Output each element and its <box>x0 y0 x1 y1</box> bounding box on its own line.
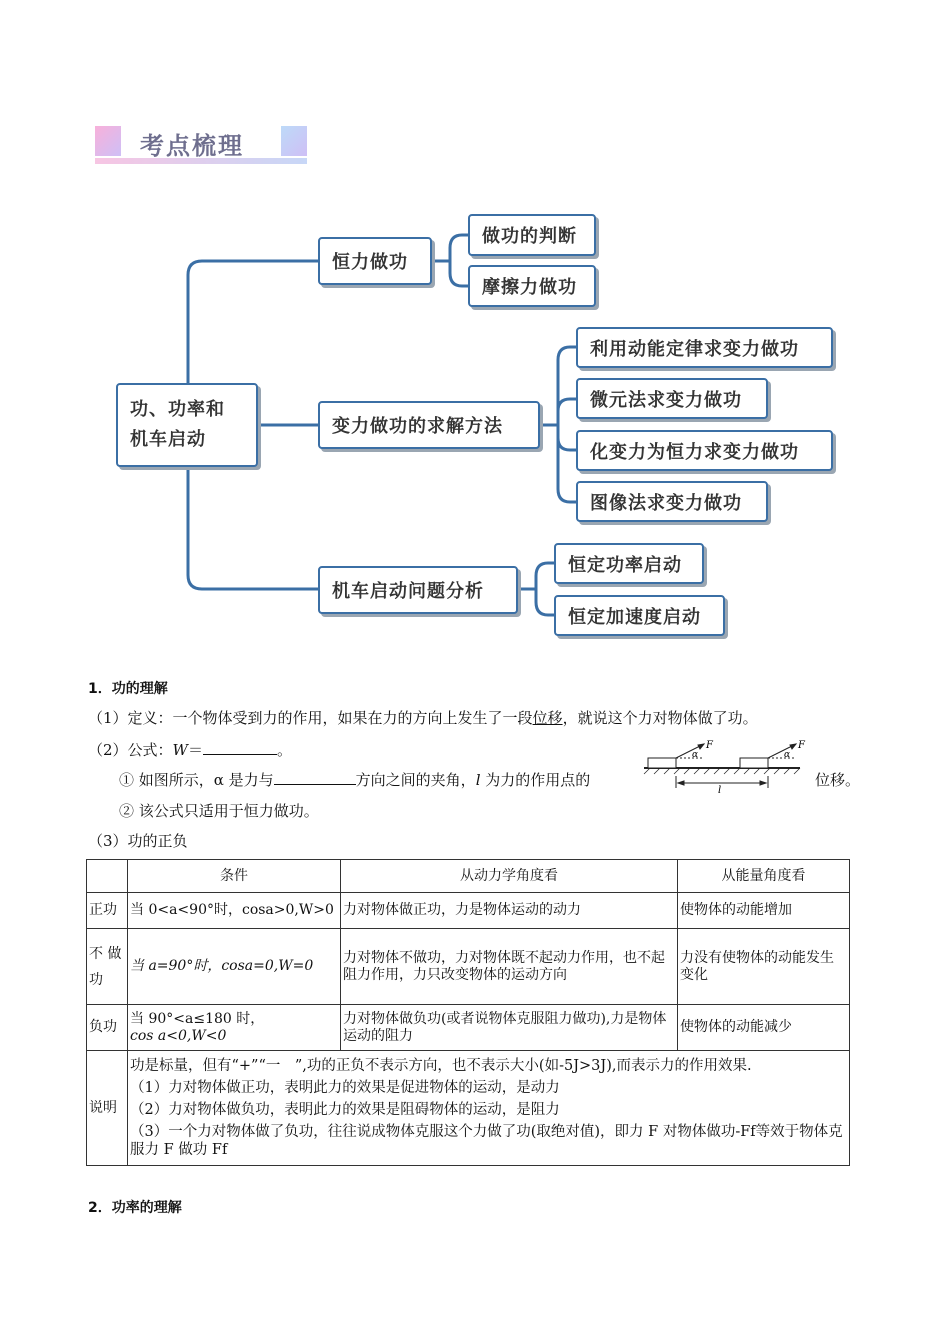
node-label: 做功的判断 <box>482 226 577 247</box>
row-condition-line2: cos a<0,W<0 <box>130 1027 227 1044</box>
node-label: 利用动能定律求变力做功 <box>590 338 799 360</box>
table-row <box>87 1005 850 1051</box>
force-label: F <box>706 740 713 751</box>
row-label: 正功 <box>87 893 128 929</box>
table-header-cell: 从能量角度看 <box>678 860 850 893</box>
note-line: 功是标量，但有“+”“一 ”,功的正负不表示方向，也不表示大小(如-5J>3J),而表示力的作用效果. <box>130 1058 752 1074</box>
root-label-line1: 功、功率和 <box>130 399 225 420</box>
node-constant-acceleration-start <box>554 595 725 636</box>
node-work-judgement <box>468 214 596 256</box>
node-label: 摩擦力做功 <box>482 277 577 298</box>
table-row <box>87 929 850 1005</box>
node-variable-force-methods <box>318 401 540 449</box>
note1-variable: l <box>475 771 481 789</box>
banner-title: 考点梳理 <box>140 132 244 160</box>
node-label: 微元法求变力做功 <box>590 389 742 411</box>
table-header-cell: 从动力学角度看 <box>341 860 678 893</box>
node-convert-to-constant-method <box>576 430 833 471</box>
row-dynamics: 力对物体不做功，力对物体既不起动力作用，也不起阻力作用，力只改变物体的运动方向 <box>341 929 678 1005</box>
note1-blank <box>274 770 356 785</box>
definition-text-end: ，就说这个力对物体做了功。 <box>562 709 758 727</box>
row-energy: 力没有使物体的动能发生变化 <box>678 929 850 1005</box>
row-condition-line1: 当 90°<a≤180 时， <box>130 1010 265 1027</box>
node-label: 变力做功的求解方法 <box>332 416 503 437</box>
definition-text: （1）定义：一个物体受到力的作用，如果在力的方向上发生了一段 <box>88 709 533 727</box>
node-label: 化变力为恒力求变力做功 <box>590 441 799 463</box>
formula-label: （2）公式： <box>88 741 173 759</box>
row-condition <box>128 1005 341 1051</box>
node-kinetic-theorem-method <box>576 327 833 368</box>
node-constant-force-work <box>318 237 432 285</box>
force-label-2: F <box>798 740 805 751</box>
note-line: （2）力对物体做负功，表明此力的效果是阻碍物体的运动，是阻力 <box>130 1102 560 1118</box>
row-label: 负功 <box>87 1005 128 1051</box>
node-micro-element-method <box>576 378 768 419</box>
formula-variable: W <box>172 741 188 759</box>
table-header-cell <box>87 860 128 893</box>
node-label: 恒力做功 <box>332 252 408 273</box>
formula-blank <box>203 740 277 755</box>
formula-line <box>88 739 292 760</box>
node-vehicle-start-analysis <box>318 566 518 614</box>
formula-end: 。 <box>276 741 292 759</box>
note-label: 说明 <box>87 1051 128 1166</box>
note1-text-suffix: 为力的作用点的 <box>480 771 591 789</box>
note1-end: 位移。 <box>815 771 861 789</box>
note-line: （3）一个力对物体做了负功，往往说成物体克服这个力做了功(取绝对值)，即力 F 对物体做功-Ff等效于物体克服力 F 做功 Ff <box>130 1124 843 1158</box>
row-dynamics: 力对物体做负功(或者说物体克服阻力做功),力是物体运动的阻力 <box>341 1005 678 1051</box>
force-diagram <box>642 738 812 794</box>
note1-text: ① 如图所示，α 是力与 <box>119 771 274 789</box>
note1-line <box>119 769 590 790</box>
length-label: l <box>718 785 722 794</box>
root-label-line2: 机车启动 <box>130 429 206 450</box>
note-content <box>128 1051 850 1166</box>
section2-heading: 2．功率的理解 <box>88 1200 182 1216</box>
note1-text-mid: 方向之间的夹角， <box>355 771 476 789</box>
node-friction-work <box>468 265 596 307</box>
section-heading: 1．功的理解 <box>88 681 168 697</box>
table-row <box>87 893 850 929</box>
row-label: 不 做功 <box>87 929 128 1005</box>
row-condition: 当 a=90°时，cosa=0,W=0 <box>128 929 341 1005</box>
note-line: （1）力对物体做正功，表明此力的效果是促进物体的运动，是动力 <box>130 1080 560 1096</box>
node-constant-power-start <box>554 543 704 584</box>
row-dynamics: 力对物体做正功，力是物体运动的动力 <box>341 893 678 929</box>
row-energy: 使物体的动能减少 <box>678 1005 850 1051</box>
node-label: 机车启动问题分析 <box>332 581 484 602</box>
sign-heading: （3）功的正负 <box>88 832 188 850</box>
work-sign-table <box>86 859 850 1166</box>
table-note-row <box>87 1051 850 1166</box>
definition-line <box>88 707 758 728</box>
row-energy: 使物体的动能增加 <box>678 893 850 929</box>
table-header-cell: 条件 <box>128 860 341 893</box>
definition-underlined: 位移 <box>532 709 563 727</box>
angle-label: α <box>692 750 699 760</box>
angle-label-2: α <box>784 750 791 760</box>
table-header-row <box>87 860 850 893</box>
row-condition: 当 0<a<90°时，cosa>0,W>0 <box>128 893 341 929</box>
node-label: 恒定功率启动 <box>568 554 682 576</box>
note2-line: ② 该公式只适用于恒力做功。 <box>119 802 319 820</box>
node-label: 恒定加速度启动 <box>568 606 701 628</box>
node-graph-method <box>576 481 768 522</box>
node-label: 图像法求变力做功 <box>590 492 742 514</box>
formula-equals: ＝ <box>187 741 203 759</box>
mindmap-root <box>116 383 258 467</box>
